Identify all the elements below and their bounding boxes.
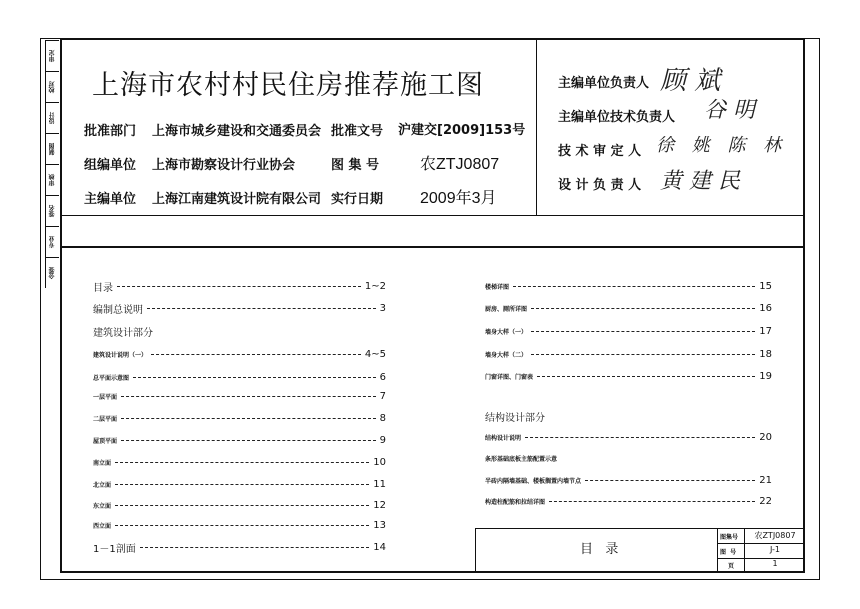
sig-label-tech: 主编单位技术负责人 xyxy=(558,110,676,125)
side-stamp-cell xyxy=(45,195,59,226)
toc-entry-page: 6 xyxy=(379,371,386,383)
toc-entry-label: 建筑设计说明（一） xyxy=(93,351,148,359)
toc-entry[interactable] xyxy=(93,301,386,315)
toc-leader xyxy=(140,547,370,548)
toc-entry[interactable] xyxy=(93,518,386,532)
side-stamp-label: 专业 xyxy=(49,236,56,248)
tb-sheet-label: 图 号 xyxy=(720,549,737,556)
impl-date-value: 2009年3月 xyxy=(420,190,497,207)
approval-dept-value: 上海市城乡建设和交通委员会 xyxy=(152,124,322,139)
tb-page-label: 页 xyxy=(728,563,735,570)
toc-entry-label: 目录 xyxy=(93,282,113,294)
chief-unit-label: 主编单位 xyxy=(84,192,137,207)
toc-leader xyxy=(531,308,755,309)
tb-sheet-value: J-1 xyxy=(769,545,781,554)
toc-entry-page: 17 xyxy=(759,325,772,337)
title-block-split-2 xyxy=(744,528,745,573)
approval-no-label: 批准文号 xyxy=(331,124,384,139)
header-divider xyxy=(60,215,805,216)
toc-entry-label: 门窗详图、门窗表 xyxy=(485,373,534,381)
title-block-split xyxy=(717,528,718,573)
toc-entry[interactable] xyxy=(93,433,386,447)
toc-entry[interactable] xyxy=(485,347,772,361)
org-unit-label: 组编单位 xyxy=(84,158,137,173)
toc-entry[interactable] xyxy=(485,473,772,487)
signature-tech: 谷 明 xyxy=(704,98,755,123)
signature-design: 黄 建 民 xyxy=(660,169,740,194)
atlas-no-value: 农ZTJ0807 xyxy=(420,156,500,173)
tb-atlas-value: 农ZTJ0807 xyxy=(754,531,796,540)
toc-entry-label: 条形基础底板主筋配置示意 xyxy=(485,455,558,463)
approval-no-value: 沪建交[2009]153号 xyxy=(398,123,526,138)
signature-review: 徐 姚 陈 林 xyxy=(656,135,788,156)
toc-entry-label: 墙身大样（一） xyxy=(485,328,528,336)
toc-entry[interactable] xyxy=(485,324,772,338)
toc-entry-label: 厨房、厕所详图 xyxy=(485,305,528,313)
side-stamp-cell xyxy=(45,164,59,195)
toc-entry-label: 西立面 xyxy=(93,522,112,530)
sig-label-chief: 主编单位负责人 xyxy=(558,76,650,91)
impl-date-label: 实行日期 xyxy=(331,192,384,207)
toc-entry[interactable] xyxy=(485,430,772,444)
toc-section-heading: 结构设计部分 xyxy=(485,413,545,424)
toc-entry-page: 4~5 xyxy=(364,348,386,360)
org-unit-value: 上海市勘察设计行业协会 xyxy=(152,158,296,173)
toc-leader xyxy=(531,354,755,355)
side-stamp-cell xyxy=(45,40,59,71)
toc-leader xyxy=(117,286,361,287)
side-stamp-label: 设计 xyxy=(49,112,56,124)
toc-leader xyxy=(121,440,376,441)
toc-entry-page: 1~2 xyxy=(364,280,386,292)
toc-entry-page: 13 xyxy=(373,519,386,531)
toc-entry-page: 8 xyxy=(379,412,386,424)
toc-entry[interactable] xyxy=(485,279,772,293)
toc-entry-page: 16 xyxy=(759,302,772,314)
toc-entry-page: 22 xyxy=(759,495,772,507)
side-stamp-cell xyxy=(45,71,59,102)
toc-entry[interactable] xyxy=(93,455,386,469)
side-stamp-cell xyxy=(45,133,59,164)
toc-entry[interactable] xyxy=(93,540,386,554)
toc-leader xyxy=(531,331,755,332)
toc-entry[interactable] xyxy=(485,301,772,315)
toc-leader xyxy=(115,505,369,506)
toc-leader xyxy=(537,376,755,377)
toc-leader xyxy=(115,462,369,463)
toc-section-heading: 建筑设计部分 xyxy=(93,328,153,339)
toc-entry-label: 结构设计说明 xyxy=(485,434,522,442)
side-stamp-label: 审核 xyxy=(49,174,56,186)
header-bottom xyxy=(60,246,805,248)
toc-entry-page: 20 xyxy=(759,431,772,443)
toc-entry-label: 总平面示意图 xyxy=(93,374,130,382)
toc-entry[interactable] xyxy=(93,347,386,361)
toc-entry-page: 15 xyxy=(759,280,772,292)
toc-entry[interactable] xyxy=(93,498,386,512)
toc-leader xyxy=(115,525,369,526)
toc-leader xyxy=(585,480,755,481)
sheet-title: 目 录 xyxy=(580,542,619,557)
toc-entry-label: 墙身大样（二） xyxy=(485,351,528,359)
toc-entry-page: 18 xyxy=(759,348,772,360)
toc-leader xyxy=(121,418,376,419)
toc-entry[interactable] xyxy=(485,369,772,383)
toc-entry-page: 12 xyxy=(373,499,386,511)
toc-leader xyxy=(121,396,376,397)
toc-entry-page: 11 xyxy=(373,478,386,490)
toc-entry-page: 7 xyxy=(379,390,386,402)
chief-unit-value: 上海江南建筑设计院有限公司 xyxy=(152,192,322,207)
side-stamp-cell xyxy=(45,257,59,288)
toc-leader xyxy=(147,308,376,309)
toc-leader xyxy=(133,377,376,378)
toc-entry-label: 1－1剖面 xyxy=(93,543,136,555)
header-split xyxy=(536,38,537,215)
toc-entry[interactable] xyxy=(93,389,386,403)
toc-entry-page: 19 xyxy=(759,370,772,382)
toc-entry-page: 10 xyxy=(373,456,386,468)
toc-entry-label: 屋顶平面 xyxy=(93,437,118,445)
tb-atlas-label: 图集号 xyxy=(720,534,739,541)
toc-entry-page: 21 xyxy=(759,474,772,486)
page-title: 上海市农村村民住房推荐施工图 xyxy=(92,70,484,101)
toc-entry-label: 一层平面 xyxy=(93,393,118,401)
toc-leader xyxy=(549,501,755,502)
side-stamp-cell xyxy=(45,102,59,133)
side-stamp-label: 校对 xyxy=(49,81,56,93)
toc-entry-page: 14 xyxy=(373,541,386,553)
side-stamp-label: 签名 xyxy=(49,205,56,217)
toc-entry-label: 东立面 xyxy=(93,502,112,510)
toc-entry-label: 北立面 xyxy=(93,481,112,489)
toc-entry[interactable] xyxy=(485,494,772,508)
approval-dept-label: 批准部门 xyxy=(84,124,137,139)
toc-entry[interactable] xyxy=(93,370,386,384)
toc-entry-page: 3 xyxy=(379,302,386,314)
title-block-row-1 xyxy=(717,543,805,544)
signature-chief: 顾 斌 xyxy=(660,66,721,96)
toc-entry-label: 二层平面 xyxy=(93,415,118,423)
toc-entry-label: 南立面 xyxy=(93,459,112,467)
toc-leader xyxy=(525,437,755,438)
toc-entry-page: 9 xyxy=(379,434,386,446)
toc-leader xyxy=(115,484,369,485)
toc-entry[interactable] xyxy=(93,411,386,425)
toc-leader xyxy=(513,286,755,287)
side-stamp-label: 会签 xyxy=(49,267,56,279)
toc-entry-label: 楼梯详图 xyxy=(485,283,510,291)
sig-label-design: 设 计 负 责 人 xyxy=(558,178,642,193)
side-stamp-label: 制图 xyxy=(49,143,56,155)
toc-entry-label: 编制总说明 xyxy=(93,304,143,316)
side-stamp-label: 审定 xyxy=(49,50,56,62)
toc-entry[interactable] xyxy=(485,451,772,465)
toc-entry-label: 半砖内隔墙基础、楼板搁置内墙节点 xyxy=(485,477,582,485)
toc-entry-label: 构造柱配筋和拉结详图 xyxy=(485,498,546,506)
atlas-no-label: 图 集 号 xyxy=(331,158,380,173)
sig-label-review: 技 术 审 定 人 xyxy=(558,144,642,159)
toc-leader xyxy=(151,354,361,355)
side-stamp-cell xyxy=(45,226,59,257)
toc-entry[interactable] xyxy=(93,477,386,491)
toc-entry[interactable] xyxy=(93,279,386,293)
tb-page-value: 1 xyxy=(772,559,778,568)
